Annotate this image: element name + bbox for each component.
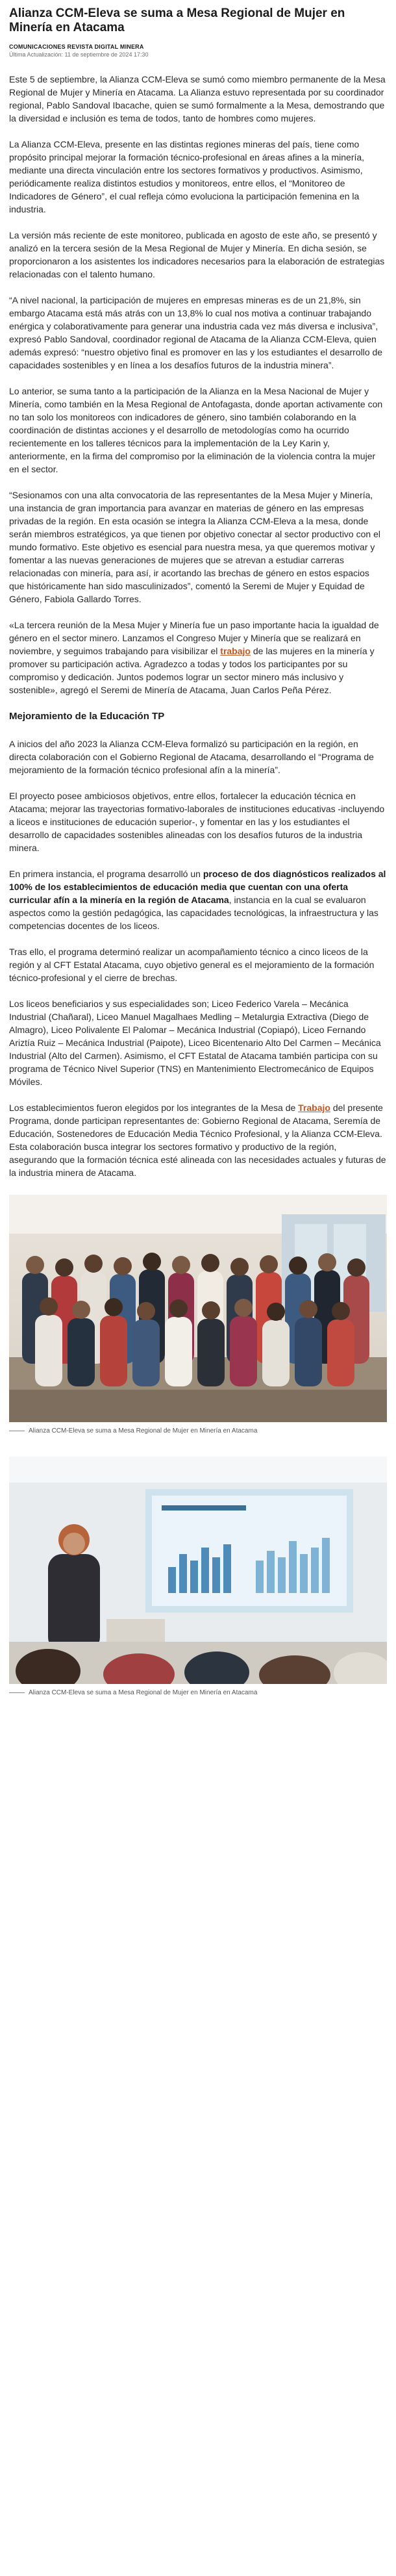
paragraph-9: El proyecto posee ambiciosos objetivos, entre ellos, fortalecer la educación técnica en Atacama; mejorar las trayectorias formativo-laborales de instituciones educativas -incluyendo a liceos e instituciones de educación superior-, y fomentar en las y los estudiantes el desarrollo de capacidades sostenibles alineadas con los desafíos futuros de la industria minera. bbox=[9, 791, 385, 853]
paragraph-7-start: «La tercera reunión de la Mesa Mujer y Minería fue un paso importante hacia la igualdad de género en el sector minero. Lanzamos el Congreso Mujer y Minería que se realizará en noviembre, y seguimos trabajando para visibilizar el bbox=[9, 620, 379, 656]
paragraph-13-start: Los establecimientos fueron elegidos por los integrantes de la Mesa de bbox=[9, 1103, 299, 1113]
paragraph-11: Tras ello, el programa determinó realizar un acompañamiento técnico a cinco liceos de la región y al CFT Estatal Atacama, cuyo objetivo general es el mejoramiento de la formación técnico-profesional y el cierre de brechas. bbox=[9, 947, 375, 983]
figure-presentation-photo bbox=[9, 1457, 387, 1696]
paragraph-10 bbox=[9, 867, 387, 932]
group-photo[interactable] bbox=[9, 1195, 387, 1422]
paragraph-10-end: , instancia en la cual se evaluaron aspectos como la gestión pedagógica, las capacidades tecnológicas, la infraestructura y las competencias docentes de los liceos. bbox=[9, 895, 378, 931]
caption-rule bbox=[9, 1692, 25, 1693]
paragraph-6: “Sesionamos con una alta convocatoria de las representantes de la Mesa Mujer y Minería, una instancia de gran importancia para avanzar en materias de género en las empresas privadas de la región. En esta ocasión se integra la Alianza CCM-Eleva a la mesa, donde serán miembros estratégicos, ya que tienen por objetivo conectar al sector productivo con el mundo formativo. Este objetivo es esencial para nuestra mesa, ya que queremos motivar y fomentar a las nuevas generaciones de mujeres que se atrevan a estudiar carreras relacionadas con minería, para así, ir acortando las brechas de género en estos espacios que históricamente han sido masculinizados”, comentó la Seremi de Mujer y Equidad de Género, Fabiola Gallardo Torres. bbox=[9, 490, 380, 604]
paragraph-10-start: En primera instancia, el programa desarrolló un bbox=[9, 869, 203, 879]
photo-caption-2 bbox=[9, 1689, 387, 1696]
section-heading: Mejoramiento de la Educación TP bbox=[9, 711, 165, 722]
article-title: Alianza CCM-Eleva se suma a Mesa Regional de Mujer en Minería en Atacama bbox=[9, 6, 345, 34]
paragraph-8: A inicios del año 2023 la Alianza CCM-Eleva formalizó su participación en la región, en directa colaboración con el Gobierno Regional de Atacama, desarrollando el “Programa de mejoramiento de la formación técnico profesional afín a la minería”. bbox=[9, 739, 374, 775]
presentation-photo[interactable] bbox=[9, 1457, 387, 1684]
figure-group-photo bbox=[9, 1195, 387, 1435]
article bbox=[0, 4, 396, 1728]
trabajo-link-2[interactable]: Trabajo bbox=[298, 1103, 330, 1113]
paragraph-12: Los liceos beneficiarios y sus especialidades son; Liceo Federico Varela – Mecánica Industrial (Chañaral), Liceo Manuel Magalhaes Medling – Metalurgia Extractiva (Diego de Almagro), Liceo Polivalente El Palomar – Mecánica Industrial (Copiapó), Liceo Fernando Ariztía Ruiz – Mecánica Industrial (Paipote), Liceo Bicentenario Alto Del Carmen – Mecánica Industrial (Alto del Carmen). Asimismo, el CFT Estatal de Atacama también participa con su programa de Técnico Nivel Superior (TNS) en Mantenimiento Electromecánico de Equipos Móviles. bbox=[9, 999, 381, 1087]
article-updated-date: Última Actualización: 11 de septiembre de 2024 17:30 bbox=[9, 51, 149, 58]
paragraph-3: La versión más reciente de este monitoreo, publicada en agosto de este año, se presentó y analizó en la tercera sesión de la Mesa Regional de Mujer y Minería. En dicha sesión, se proporcionaron a los asistentes los indicadores necesarios para la elaboración de estrategias relacionadas con el talento humano. bbox=[9, 230, 385, 279]
caption-text-2: Alianza CCM-Eleva se suma a Mesa Regional de Mujer en Minería en Atacama bbox=[29, 1689, 258, 1696]
photo-caption-1 bbox=[9, 1427, 387, 1435]
paragraph-7-end: de las mujeres en la minería y promover su participación activa. Agradezco a todas y todos los participantes por su compromiso y dedicación. Juntos podemos lograr un sector minero más inclusivo y sostenible», agregó el Seremi de Minería de Atacama, Juan Carlos Peña Pérez. bbox=[9, 646, 375, 695]
paragraph-13-end: del presente Programa, donde participan representantes de: Gobierno Regional de Atacama, Seremía de Educación, Sostenedores de Educación Media Técnico Profesional, y la Alianza CCM-Eleva. Esta colaboración busca integrar los sectores formativo y productivo de la región, asegurando que la formación técnica esté alineada con las necesidades actuales y futuras de la industria minera de Atacama. bbox=[9, 1103, 386, 1178]
paragraph-7 bbox=[9, 618, 387, 696]
trabajo-link[interactable]: trabajo bbox=[220, 646, 251, 656]
paragraph-1: Este 5 de septiembre, la Alianza CCM-Eleva se sumó como miembro permanente de la Mesa Regional de Mujer y Minería en Atacama. La Alianza estuvo representada por su coordinador regional, Pablo Sandoval Ibacache, quien se sumó formalmente a la Mesa, demostrando que la diversidad e inclusión es tema de todos, tanto de hombres como mujeres. bbox=[9, 74, 386, 123]
paragraph-2: La Alianza CCM-Eleva, presente en las distintas regiones mineras del país, tiene como propósito principal mejorar la formación técnico-profesional en áreas afines a la minería, mediante una directa vinculación entre los sectores formativos y productivos. Asimismo, periódicamente realiza distintos estudios y monitoreos, entre ellos, el “Monitoreo de Indicadores de Género”, el cual refleja cómo evoluciona la participación femenina en la industria. bbox=[9, 139, 365, 214]
paragraph-5: Lo anterior, se suma tanto a la participación de la Alianza en la Mesa Nacional de Mujer y Minería, como también en la Mesa Regional de Antofagasta, donde aportan activamente con no tan solo los monitoreos con indicadores de género, sino también colaborando en la coordinación de distintas acciones y el desarrollo de metodologías como ha ocurrido recientemente en los talleres técnicos para la implementación de la Ley Karin y, anteriormente, en la firma del compromiso por la eliminación de la violencia contra la mujer en el sector. bbox=[9, 386, 383, 474]
article-meta bbox=[9, 43, 387, 58]
caption-text-1: Alianza CCM-Eleva se suma a Mesa Regional de Mujer en Minería en Atacama bbox=[29, 1427, 258, 1435]
paragraph-10-bold: proceso de dos diagnósticos realizados al 100% de los establecimientos de educación media que cuentan con una oferta curricular afín a la minería en la región de Atacama bbox=[9, 869, 386, 905]
paragraph-13 bbox=[9, 1101, 387, 1179]
paragraph-4: “A nivel nacional, la participación de mujeres en empresas mineras es de un 21,8%, sin embargo Atacama está más atrás con un 13,8% lo cual nos motiva a continuar trabajando enérgica y colaborativamente para generar una industria cada vez más diversa e inclusiva”, expresó Pablo Sandoval, coordinador regional de Atacama de la Alianza CCM-Eleva, quien además expresó: “nuestro objetivo final es promover en las y los estudiantes el desarrollo de capacidades sostenibles y en línea a los desafíos futuros de la industria minera”. bbox=[9, 295, 383, 370]
article-source[interactable]: COMUNICACIONES REVISTA DIGITAL MINERA bbox=[9, 44, 144, 50]
